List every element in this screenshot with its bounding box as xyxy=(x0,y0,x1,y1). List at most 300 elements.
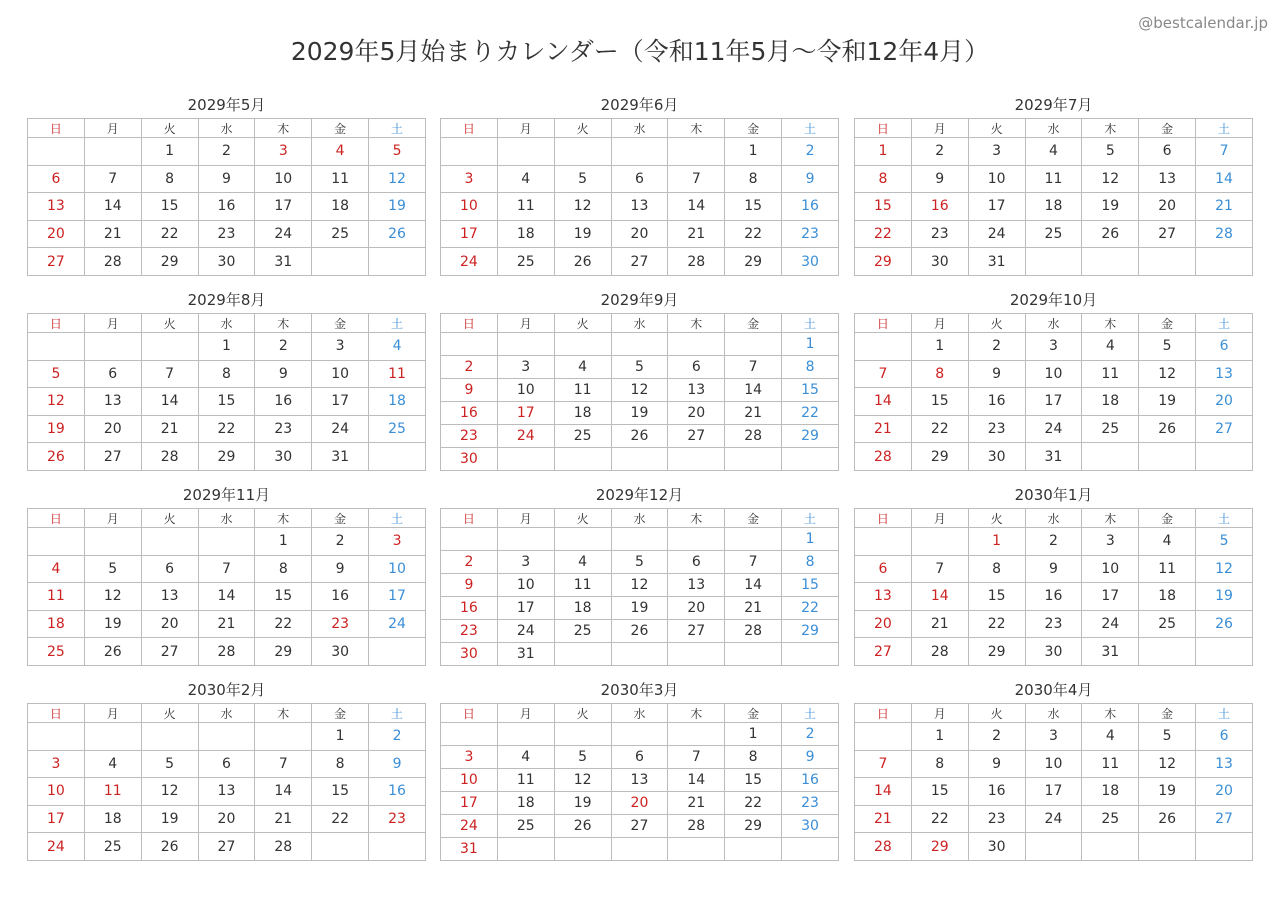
day-cell: 17 xyxy=(28,805,85,833)
weekday-header: 水 xyxy=(611,119,668,138)
month-calendar xyxy=(440,482,839,666)
day-cell: 23 xyxy=(782,220,839,248)
empty-day-cell xyxy=(198,723,255,751)
empty-day-cell xyxy=(369,833,426,861)
week-row xyxy=(855,750,1253,778)
weekday-header-row xyxy=(28,509,426,528)
weekday-header-row xyxy=(441,314,839,333)
week-row xyxy=(855,528,1253,556)
day-cell: 28 xyxy=(668,815,725,838)
day-cell: 20 xyxy=(28,220,85,248)
day-cell: 12 xyxy=(28,388,85,416)
empty-day-cell xyxy=(1139,248,1196,276)
day-cell: 27 xyxy=(1196,415,1253,443)
day-cell: 19 xyxy=(28,415,85,443)
month-table xyxy=(854,508,1253,666)
week-row xyxy=(441,723,839,746)
weekday-header: 日 xyxy=(855,704,912,723)
month-calendar xyxy=(854,482,1253,666)
day-cell: 26 xyxy=(611,620,668,643)
page-title: 2029年5月始まりカレンダー（令和11年5月〜令和12年4月） xyxy=(290,37,990,66)
day-cell: 17 xyxy=(1025,778,1082,806)
day-cell: 10 xyxy=(28,778,85,806)
day-cell: 9 xyxy=(441,574,498,597)
week-row xyxy=(441,746,839,769)
day-cell: 27 xyxy=(84,443,141,471)
day-cell: 7 xyxy=(725,356,782,379)
week-row xyxy=(441,193,839,221)
day-cell: 10 xyxy=(968,165,1025,193)
day-cell: 28 xyxy=(668,248,725,276)
day-cell: 20 xyxy=(611,792,668,815)
day-cell: 1 xyxy=(911,333,968,361)
day-cell: 9 xyxy=(782,746,839,769)
weekday-header: 木 xyxy=(255,314,312,333)
day-cell: 30 xyxy=(312,638,369,666)
weekday-header-row xyxy=(855,314,1253,333)
weekday-header: 金 xyxy=(725,509,782,528)
day-cell: 26 xyxy=(554,248,611,276)
empty-day-cell xyxy=(312,833,369,861)
weekday-header: 火 xyxy=(968,704,1025,723)
weekday-header: 金 xyxy=(312,314,369,333)
day-cell: 13 xyxy=(84,388,141,416)
day-cell: 13 xyxy=(668,379,725,402)
day-cell: 22 xyxy=(725,220,782,248)
day-cell: 14 xyxy=(855,388,912,416)
day-cell: 26 xyxy=(1082,220,1139,248)
day-cell: 21 xyxy=(668,792,725,815)
day-cell: 2 xyxy=(782,138,839,166)
day-cell: 24 xyxy=(497,425,554,448)
weekday-header: 木 xyxy=(255,509,312,528)
month-table xyxy=(854,118,1253,276)
week-row xyxy=(28,443,426,471)
day-cell: 7 xyxy=(84,165,141,193)
day-cell: 11 xyxy=(1082,750,1139,778)
day-cell: 1 xyxy=(725,138,782,166)
week-row xyxy=(855,723,1253,751)
day-cell: 12 xyxy=(1139,750,1196,778)
day-cell: 13 xyxy=(198,778,255,806)
empty-day-cell xyxy=(28,723,85,751)
day-cell: 9 xyxy=(255,360,312,388)
day-cell: 17 xyxy=(441,792,498,815)
day-cell: 10 xyxy=(312,360,369,388)
weekday-header: 水 xyxy=(1025,509,1082,528)
weekday-header: 日 xyxy=(28,704,85,723)
weekday-header: 日 xyxy=(855,509,912,528)
month-table xyxy=(440,313,839,471)
empty-day-cell xyxy=(782,448,839,471)
day-cell: 25 xyxy=(1082,805,1139,833)
empty-day-cell xyxy=(28,333,85,361)
day-cell: 12 xyxy=(554,769,611,792)
week-row xyxy=(28,360,426,388)
day-cell: 18 xyxy=(1082,388,1139,416)
empty-day-cell xyxy=(28,528,85,556)
day-cell: 19 xyxy=(369,193,426,221)
day-cell: 13 xyxy=(855,583,912,611)
day-cell: 15 xyxy=(968,583,1025,611)
week-row xyxy=(855,610,1253,638)
month-title: 2030年2月 xyxy=(187,681,266,699)
day-cell: 13 xyxy=(611,769,668,792)
empty-day-cell xyxy=(497,333,554,356)
day-cell: 2 xyxy=(911,138,968,166)
day-cell: 23 xyxy=(441,425,498,448)
day-cell: 25 xyxy=(497,248,554,276)
day-cell: 19 xyxy=(1196,583,1253,611)
day-cell: 15 xyxy=(255,583,312,611)
week-row xyxy=(28,723,426,751)
day-cell: 10 xyxy=(1025,360,1082,388)
day-cell: 21 xyxy=(198,610,255,638)
day-cell: 2 xyxy=(441,551,498,574)
weekday-header-row xyxy=(855,704,1253,723)
day-cell: 18 xyxy=(497,792,554,815)
day-cell: 20 xyxy=(1196,778,1253,806)
month-table xyxy=(440,508,839,666)
day-cell: 28 xyxy=(855,443,912,471)
month-title: 2029年11月 xyxy=(182,486,271,504)
weekday-header: 日 xyxy=(28,314,85,333)
day-cell: 22 xyxy=(911,805,968,833)
day-cell: 8 xyxy=(198,360,255,388)
day-cell: 7 xyxy=(911,555,968,583)
weekday-header: 水 xyxy=(611,509,668,528)
day-cell: 4 xyxy=(497,746,554,769)
day-cell: 11 xyxy=(1139,555,1196,583)
empty-day-cell xyxy=(782,838,839,861)
day-cell: 26 xyxy=(141,833,198,861)
day-cell: 31 xyxy=(441,838,498,861)
day-cell: 3 xyxy=(255,138,312,166)
day-cell: 14 xyxy=(668,769,725,792)
day-cell: 9 xyxy=(312,555,369,583)
day-cell: 16 xyxy=(911,193,968,221)
empty-day-cell xyxy=(911,528,968,556)
day-cell: 31 xyxy=(968,248,1025,276)
empty-day-cell xyxy=(554,838,611,861)
day-cell: 20 xyxy=(1196,388,1253,416)
empty-day-cell xyxy=(141,528,198,556)
day-cell: 16 xyxy=(369,778,426,806)
empty-day-cell xyxy=(611,838,668,861)
day-cell: 24 xyxy=(1082,610,1139,638)
month-calendar xyxy=(27,287,426,471)
empty-day-cell xyxy=(1025,248,1082,276)
day-cell: 25 xyxy=(497,815,554,838)
empty-day-cell xyxy=(782,643,839,666)
day-cell: 14 xyxy=(668,193,725,221)
week-row xyxy=(441,220,839,248)
week-row xyxy=(855,333,1253,361)
day-cell: 1 xyxy=(255,528,312,556)
weekday-header: 土 xyxy=(369,314,426,333)
day-cell: 8 xyxy=(312,750,369,778)
weekday-header: 火 xyxy=(968,509,1025,528)
day-cell: 27 xyxy=(28,248,85,276)
week-row xyxy=(441,792,839,815)
week-row xyxy=(441,333,839,356)
day-cell: 23 xyxy=(782,792,839,815)
day-cell: 16 xyxy=(198,193,255,221)
empty-day-cell xyxy=(725,448,782,471)
day-cell: 21 xyxy=(84,220,141,248)
weekday-header: 火 xyxy=(554,119,611,138)
day-cell: 28 xyxy=(255,833,312,861)
week-row xyxy=(28,138,426,166)
day-cell: 2 xyxy=(1025,528,1082,556)
day-cell: 8 xyxy=(782,551,839,574)
day-cell: 19 xyxy=(554,792,611,815)
empty-day-cell xyxy=(668,448,725,471)
day-cell: 30 xyxy=(968,833,1025,861)
day-cell: 20 xyxy=(668,597,725,620)
day-cell: 23 xyxy=(198,220,255,248)
day-cell: 3 xyxy=(441,746,498,769)
empty-day-cell xyxy=(84,333,141,361)
day-cell: 8 xyxy=(911,360,968,388)
day-cell: 26 xyxy=(28,443,85,471)
weekday-header-row xyxy=(28,704,426,723)
empty-day-cell xyxy=(28,138,85,166)
weekday-header: 木 xyxy=(255,704,312,723)
weekday-header: 木 xyxy=(668,119,725,138)
empty-day-cell xyxy=(369,638,426,666)
day-cell: 5 xyxy=(554,746,611,769)
empty-day-cell xyxy=(441,723,498,746)
day-cell: 30 xyxy=(198,248,255,276)
day-cell: 10 xyxy=(497,574,554,597)
weekday-header: 木 xyxy=(668,704,725,723)
day-cell: 11 xyxy=(554,379,611,402)
day-cell: 11 xyxy=(1082,360,1139,388)
day-cell: 13 xyxy=(1196,750,1253,778)
day-cell: 24 xyxy=(497,620,554,643)
weekday-header: 日 xyxy=(855,119,912,138)
day-cell: 26 xyxy=(369,220,426,248)
month-table xyxy=(27,118,426,276)
day-cell: 18 xyxy=(554,402,611,425)
empty-day-cell xyxy=(855,723,912,751)
week-row xyxy=(28,388,426,416)
day-cell: 31 xyxy=(1082,638,1139,666)
day-cell: 30 xyxy=(968,443,1025,471)
day-cell: 25 xyxy=(28,638,85,666)
day-cell: 16 xyxy=(441,597,498,620)
empty-day-cell xyxy=(611,448,668,471)
day-cell: 18 xyxy=(1025,193,1082,221)
weekday-header: 水 xyxy=(198,704,255,723)
month-title: 2030年4月 xyxy=(1014,681,1093,699)
empty-day-cell xyxy=(1196,443,1253,471)
weekday-header: 水 xyxy=(611,704,668,723)
day-cell: 23 xyxy=(255,415,312,443)
weekday-header: 金 xyxy=(1139,119,1196,138)
weekday-header: 日 xyxy=(441,314,498,333)
day-cell: 19 xyxy=(1139,778,1196,806)
day-cell: 13 xyxy=(28,193,85,221)
day-cell: 5 xyxy=(1196,528,1253,556)
day-cell: 12 xyxy=(1082,165,1139,193)
day-cell: 3 xyxy=(312,333,369,361)
day-cell: 8 xyxy=(725,746,782,769)
weekday-header: 月 xyxy=(84,509,141,528)
weekday-header: 土 xyxy=(782,704,839,723)
day-cell: 14 xyxy=(1196,165,1253,193)
day-cell: 9 xyxy=(968,750,1025,778)
day-cell: 16 xyxy=(782,769,839,792)
week-row xyxy=(28,248,426,276)
day-cell: 23 xyxy=(968,415,1025,443)
day-cell: 24 xyxy=(441,815,498,838)
day-cell: 11 xyxy=(28,583,85,611)
month-calendar xyxy=(27,92,426,276)
day-cell: 6 xyxy=(141,555,198,583)
day-cell: 19 xyxy=(554,220,611,248)
day-cell: 26 xyxy=(1139,805,1196,833)
day-cell: 4 xyxy=(1082,333,1139,361)
weekday-header: 土 xyxy=(1196,509,1253,528)
day-cell: 24 xyxy=(1025,805,1082,833)
week-row xyxy=(28,333,426,361)
day-cell: 18 xyxy=(1139,583,1196,611)
week-row xyxy=(441,248,839,276)
day-cell: 9 xyxy=(911,165,968,193)
day-cell: 20 xyxy=(84,415,141,443)
day-cell: 6 xyxy=(28,165,85,193)
day-cell: 20 xyxy=(141,610,198,638)
day-cell: 12 xyxy=(369,165,426,193)
empty-day-cell xyxy=(369,248,426,276)
week-row xyxy=(28,638,426,666)
day-cell: 23 xyxy=(369,805,426,833)
day-cell: 15 xyxy=(911,778,968,806)
day-cell: 24 xyxy=(968,220,1025,248)
day-cell: 12 xyxy=(84,583,141,611)
day-cell: 19 xyxy=(1139,388,1196,416)
day-cell: 11 xyxy=(369,360,426,388)
day-cell: 4 xyxy=(84,750,141,778)
week-row xyxy=(441,597,839,620)
day-cell: 15 xyxy=(911,388,968,416)
day-cell: 18 xyxy=(1082,778,1139,806)
day-cell: 15 xyxy=(782,574,839,597)
month-calendar xyxy=(440,677,839,861)
day-cell: 2 xyxy=(198,138,255,166)
day-cell: 28 xyxy=(198,638,255,666)
day-cell: 19 xyxy=(141,805,198,833)
day-cell: 7 xyxy=(855,750,912,778)
month-table xyxy=(27,313,426,471)
empty-day-cell xyxy=(725,528,782,551)
day-cell: 26 xyxy=(1139,415,1196,443)
day-cell: 16 xyxy=(255,388,312,416)
day-cell: 12 xyxy=(611,574,668,597)
day-cell: 27 xyxy=(668,620,725,643)
day-cell: 7 xyxy=(855,360,912,388)
empty-day-cell xyxy=(668,643,725,666)
day-cell: 30 xyxy=(441,643,498,666)
day-cell: 5 xyxy=(611,551,668,574)
empty-day-cell xyxy=(312,248,369,276)
week-row xyxy=(441,528,839,551)
day-cell: 15 xyxy=(855,193,912,221)
day-cell: 14 xyxy=(255,778,312,806)
weekday-header: 月 xyxy=(911,509,968,528)
week-row xyxy=(441,165,839,193)
day-cell: 8 xyxy=(968,555,1025,583)
month-calendar xyxy=(440,92,839,276)
day-cell: 27 xyxy=(198,833,255,861)
empty-day-cell xyxy=(554,528,611,551)
empty-day-cell xyxy=(1082,833,1139,861)
day-cell: 23 xyxy=(1025,610,1082,638)
month-calendar xyxy=(440,287,839,471)
day-cell: 10 xyxy=(441,769,498,792)
weekday-header: 木 xyxy=(1082,119,1139,138)
empty-day-cell xyxy=(668,138,725,166)
empty-day-cell xyxy=(855,333,912,361)
day-cell: 25 xyxy=(369,415,426,443)
month-table xyxy=(440,118,839,276)
weekday-header: 金 xyxy=(1139,509,1196,528)
month-calendar xyxy=(854,677,1253,861)
day-cell: 18 xyxy=(84,805,141,833)
day-cell: 10 xyxy=(497,379,554,402)
month-calendar xyxy=(854,92,1253,276)
day-cell: 10 xyxy=(441,193,498,221)
week-row xyxy=(855,555,1253,583)
week-row xyxy=(441,838,839,861)
day-cell: 22 xyxy=(255,610,312,638)
weekday-header: 月 xyxy=(497,704,554,723)
day-cell: 24 xyxy=(369,610,426,638)
day-cell: 2 xyxy=(312,528,369,556)
empty-day-cell xyxy=(1196,638,1253,666)
day-cell: 5 xyxy=(611,356,668,379)
day-cell: 11 xyxy=(497,769,554,792)
day-cell: 21 xyxy=(1196,193,1253,221)
day-cell: 7 xyxy=(668,746,725,769)
day-cell: 25 xyxy=(554,425,611,448)
day-cell: 6 xyxy=(1196,333,1253,361)
weekday-header: 月 xyxy=(84,119,141,138)
month-table xyxy=(440,703,839,861)
day-cell: 23 xyxy=(968,805,1025,833)
week-row xyxy=(441,425,839,448)
weekday-header: 月 xyxy=(911,314,968,333)
week-row xyxy=(28,415,426,443)
day-cell: 29 xyxy=(782,620,839,643)
weekday-header: 月 xyxy=(84,314,141,333)
day-cell: 30 xyxy=(911,248,968,276)
week-row xyxy=(441,379,839,402)
empty-day-cell xyxy=(255,723,312,751)
day-cell: 18 xyxy=(28,610,85,638)
day-cell: 10 xyxy=(1025,750,1082,778)
empty-day-cell xyxy=(611,528,668,551)
day-cell: 10 xyxy=(1082,555,1139,583)
week-row xyxy=(441,643,839,666)
week-row xyxy=(855,443,1253,471)
day-cell: 26 xyxy=(1196,610,1253,638)
day-cell: 16 xyxy=(968,388,1025,416)
weekday-header: 土 xyxy=(369,119,426,138)
day-cell: 21 xyxy=(725,597,782,620)
